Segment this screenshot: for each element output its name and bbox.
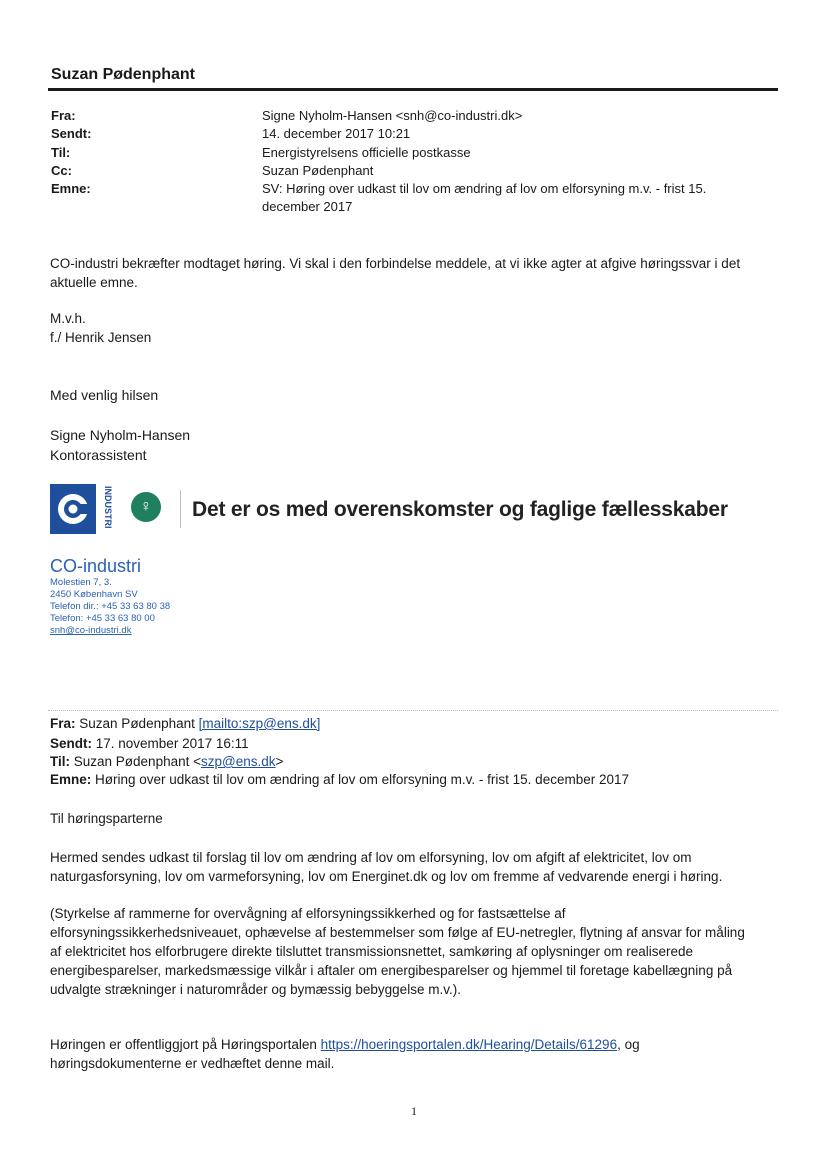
fwd-to-end: > — [275, 754, 284, 769]
phone-direct: Telefon dir.: +45 33 63 80 38 — [50, 601, 171, 612]
fwd-from-label: Fra: — [50, 716, 76, 731]
cc-value: Suzan Pødenphant — [262, 163, 374, 178]
fwd-para2-line2: elforsyningssikkerhedsniveauet, ophævelse af bestemmelser som følge af EU-netregler, flytning af ansvar for måling — [50, 925, 745, 940]
body-line-1: CO-industri bekræfter modtaget høring. Vi skal i den forbindelse meddele, at vi ikke agter at afgive høringssvar i det — [50, 256, 741, 271]
to-label: Til: — [51, 145, 71, 160]
fwd-para3-pre: Høringen er offentliggjort på Høringsportalen — [50, 1037, 321, 1052]
subject-value-line2: december 2017 — [262, 199, 353, 214]
signature-email-link[interactable]: snh@co-industri.dk — [50, 625, 132, 636]
sent-label: Sendt: — [51, 126, 92, 141]
sender-name-header: Suzan Pødenphant — [51, 66, 195, 83]
fwd-subject-line — [50, 772, 629, 787]
org-name: CO-industri — [50, 556, 142, 576]
sent-value: 14. december 2017 10:21 — [262, 126, 411, 141]
fwd-subject-value: Høring over udkast til lov om ændring af lov om elforsyning m.v. - frist 15. december 2017 — [95, 772, 629, 787]
phone-main: Telefon: +45 33 63 80 00 — [50, 613, 155, 624]
logo-text: INDUSTRI — [103, 486, 112, 529]
fwd-to-email-link[interactable]: szp@ens.dk — [201, 754, 276, 769]
fwd-para1-line1: Hermed sendes udkast til forslag til lov om ændring af lov om elforsyning, lov om afgift af elektricitet, lov om — [50, 850, 692, 865]
fwd-para3-line2: høringsdokumenterne er vedhæftet denne mail. — [50, 1056, 335, 1071]
cc-label: Cc: — [51, 163, 72, 178]
address-line-2: 2450 København SV — [50, 589, 138, 600]
fwd-to-value: Suzan Pødenphant < — [73, 754, 201, 769]
fwd-from-mailto-link[interactable]: [mailto:szp@ens.dk] — [198, 716, 321, 731]
page-number: 1 — [411, 1104, 417, 1118]
fwd-para2-line3: af elektricitet hos elforbrugere direkte tilsluttet transmissionsnettet, samkøring af oplysninger om realiserede — [50, 944, 694, 959]
fwd-sent-line — [50, 736, 249, 751]
to-value: Energistyrelsens officielle postkasse — [262, 145, 471, 160]
signature-title: Kontorassistent — [50, 447, 147, 463]
closing-henrik: f./ Henrik Jensen — [50, 330, 152, 345]
fwd-to-label: Til: — [50, 754, 70, 769]
hearing-portal-link[interactable]: https://hoeringsportalen.dk/Hearing/Details/61296 — [320, 1037, 618, 1052]
body-line-2: aktuelle emne. — [50, 275, 138, 290]
fwd-subject-label: Emne: — [50, 772, 92, 787]
fwd-from-line — [50, 716, 320, 731]
from-label: Fra: — [51, 108, 76, 123]
signature-greeting: Med venlig hilsen — [50, 387, 159, 403]
forward-divider — [48, 710, 778, 711]
logo-divider — [180, 490, 181, 528]
fwd-para3-post: , og — [617, 1037, 640, 1052]
subject-label: Emne: — [51, 181, 91, 196]
person-icon: ♀ — [131, 492, 161, 522]
address-line-1: Molestien 7, 3. — [50, 577, 112, 588]
subject-value-line1: SV: Høring over udkast til lov om ændring af lov om elforsyning m.v. - frist 15. — [262, 181, 707, 196]
fwd-from-value: Suzan Pødenphant — [79, 716, 199, 731]
signature-name: Signe Nyholm-Hansen — [50, 427, 191, 443]
from-value: Signe Nyholm-Hansen <snh@co-industri.dk> — [262, 108, 523, 123]
header-rule — [48, 88, 778, 91]
slogan: Det er os med overenskomster og faglige fællesskaber — [192, 498, 728, 521]
closing-mvh: M.v.h. — [50, 311, 86, 326]
fwd-para2-line4: energibesparelser, markedsmæssige vilkår i aftaler om energibesparelser og hjemmel til foretage kabellægning på — [50, 963, 733, 978]
fwd-to-line — [50, 754, 283, 769]
fwd-sent-label: Sendt: — [50, 736, 92, 751]
fwd-para2-line1: (Styrkelse af rammerne for overvågning af elforsyningssikkerhed og for fastsættelse af — [50, 906, 566, 921]
fwd-para1-line2: naturgasforsyning, lov om varmeforsyning, lov om Energinet.dk og lov om fremme af vedvarende energi i høring. — [50, 869, 723, 884]
fwd-sent-value: 17. november 2017 16:11 — [95, 736, 249, 751]
fwd-salutation: Til høringsparterne — [50, 811, 163, 826]
fwd-para3-line1 — [50, 1035, 640, 1054]
fwd-para2-line5: udvalgte strækninger i naturområder og bymæssig bebyggelse m.v.). — [50, 982, 461, 997]
co-industri-logo — [50, 484, 112, 534]
